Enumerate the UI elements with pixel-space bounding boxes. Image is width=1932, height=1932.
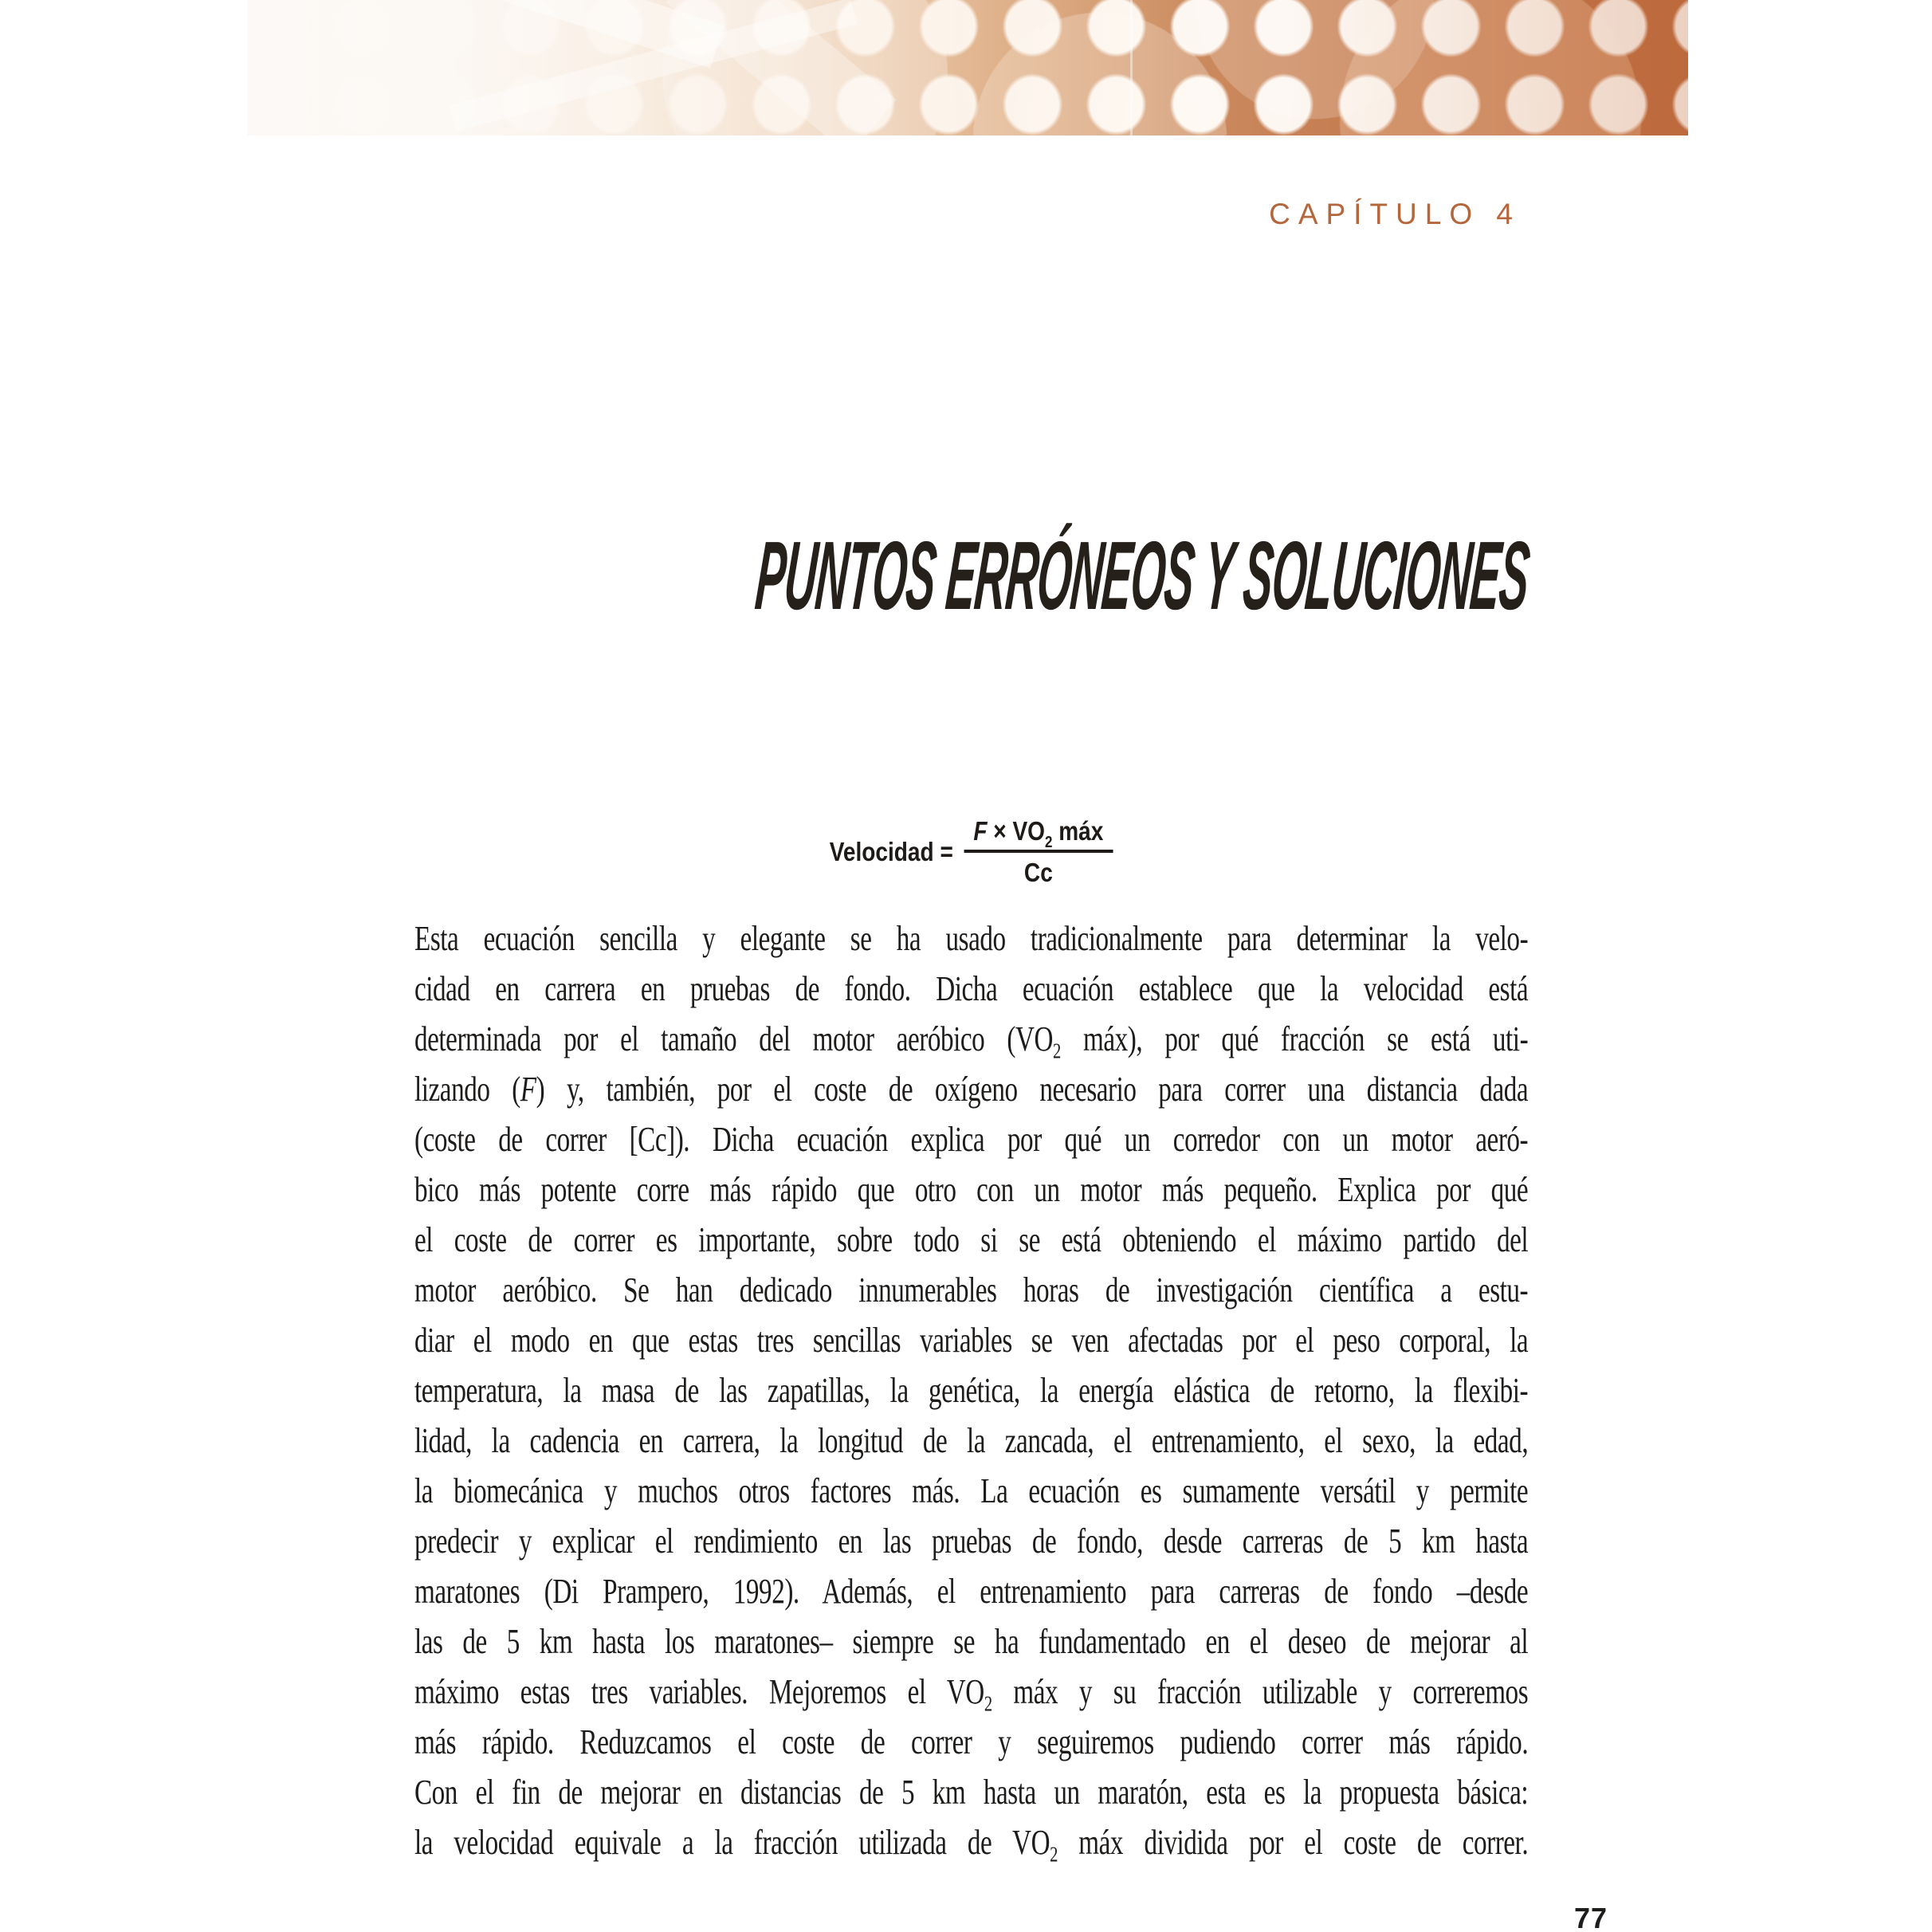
chapter-title: PUNTOS ERRÓNEOS Y SOLUCIONES [752, 521, 1533, 630]
decorative-shard [666, 0, 897, 156]
body-line: la biomecánica y muchos otros factores más. La ecuación es sumamente versátil y permite [414, 1471, 1529, 1510]
formula-denominator: Cc [1023, 858, 1053, 887]
body-line: lidad, la cadencia en carrera, la longitud de la zancada, el entrenamiento, el sexo, la edad, [414, 1421, 1529, 1460]
body-line: cidad en carrera en pruebas de fondo. Dicha ecuación establece que la velocidad está [414, 969, 1529, 1008]
body-line: maratones (Di Prampero, 1992). Además, el entrenamiento para carreras de fondo –desde [414, 1572, 1529, 1611]
body-line: máximo estas tres variables. Mejoremos el $VO_2$ máx y su fracción utilizable y correremos [414, 1672, 1529, 1716]
body-line: motor aeróbico. Se han dedicado innumerables horas de investigación científica a estu- [414, 1270, 1529, 1310]
chapter-label: CAPÍTULO 4 [1269, 198, 1521, 230]
body-line: bico más potente corre más rápido que otro con un motor más pequeño. Explica por qué [414, 1170, 1529, 1209]
page-number: 77 [1573, 1902, 1608, 1932]
body-line: la velocidad equivale a la fracción utilizada de $VO_2$ máx dividida por el coste de correr. [414, 1823, 1529, 1867]
body-line: temperatura, la masa de las zapatillas, la genética, la energía elástica de retorno, la flexibi- [414, 1371, 1529, 1410]
body-line: (coste de correr [Cc]). Dicha ecuación explica por qué un corredor con un motor aeró- [414, 1120, 1529, 1159]
formula-fraction [964, 816, 1113, 888]
body-line: Esta ecuación sencilla y elegante se ha usado tradicionalmente para determinar la velo- [414, 919, 1529, 958]
formula-numerator: $F \times VO_2$ máx [964, 816, 1113, 853]
body-line: más rápido. Reduzcamos el coste de correr y seguiremos pudiendo correr más rápido. [414, 1722, 1529, 1761]
body-line: lizando (F) y, también, por el coste de oxígeno necesario para correr una distancia dada [414, 1070, 1529, 1109]
decorative-line [1130, 0, 1133, 135]
body-line: el coste de correr es importante, sobre todo si se está obteniendo el máximo partido del [414, 1220, 1529, 1259]
chapter-header-artwork [247, 0, 1688, 135]
body-line: determinada por el tamaño del motor aeróbico ($VO_2$ máx), por qué fracción se está uti- [414, 1019, 1529, 1063]
body-line: diar el modo en que estas tres sencillas variables se ven afectadas por el peso corporal, la [414, 1321, 1529, 1360]
velocity-formula [498, 816, 1444, 888]
body-paragraph [414, 913, 1528, 1867]
formula-lhs: Velocidad = [829, 837, 953, 866]
body-line: Con el fin de mejorar en distancias de 5 km hasta un maratón, esta es la propuesta básica: [414, 1773, 1529, 1812]
body-line: las de 5 km hasta los maratones– siempre se ha fundamentado en el deseo de mejorar al [414, 1622, 1529, 1661]
body-line: predecir y explicar el rendimiento en las pruebas de fondo, desde carreras de 5 km hasta [414, 1522, 1529, 1561]
